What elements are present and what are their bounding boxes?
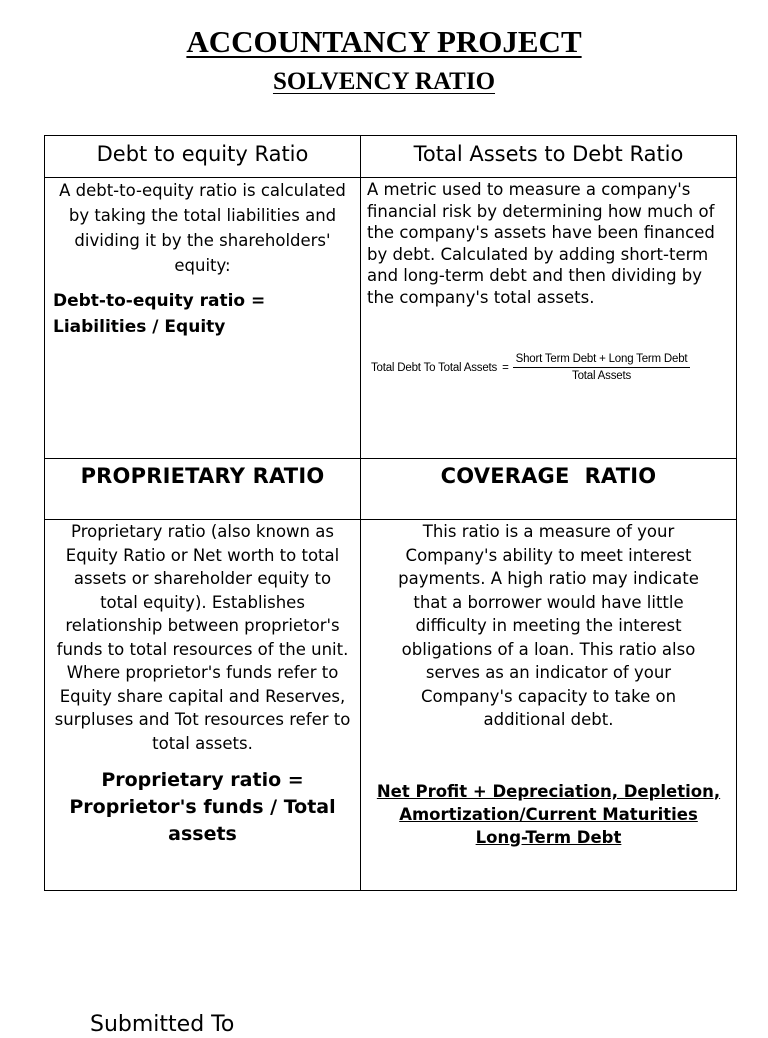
total-assets-debt-formula <box>361 353 736 382</box>
document-subtitle: SOLVENCY RATIO <box>272 68 496 95</box>
formula-denominator: Total Assets <box>572 370 631 382</box>
debt-equity-heading-cell <box>45 136 361 178</box>
coverage-formula: Net Profit + Depreciation, Depletion, Amortization/Current Maturities Long-Term Debt <box>376 781 721 847</box>
proprietary-heading: PROPRIETARY RATIO <box>80 464 325 488</box>
debt-equity-formula-line1: Debt-to-equity ratio = <box>53 291 266 311</box>
table-row <box>45 459 737 520</box>
debt-equity-formula-line2: Liabilities / Equity <box>53 317 226 337</box>
formula-fraction <box>513 353 691 382</box>
solvency-ratio-table <box>44 135 737 891</box>
table-row <box>45 178 737 459</box>
formula-numerator: Short Term Debt + Long Term Debt <box>513 353 691 368</box>
proprietary-description: Proprietary ratio (also known as Equity Ratio or Net worth to total assets or shareholder equity to total equity). Establishes relationship between proprietor's funds to total resources of the unit. Where proprietor's funds refer to Equity share capital and Reserves, surpluses and Tot resources refer to total assets. <box>54 522 351 753</box>
total-assets-debt-heading-cell <box>361 136 737 178</box>
submitted-to-label: Submitted To <box>90 1012 235 1037</box>
proprietary-formula: Proprietary ratio = Proprietor's funds / Total assets <box>69 769 336 845</box>
formula-equals: = <box>502 361 509 374</box>
coverage-description: This ratio is a measure of your Company's ability to meet interest payments. A high ratio may indicate that a borrower would have little difficulty in meeting the interest obligations of a loan. This ratio also serves as an indicator of your Company's capacity to take on additional debt. <box>398 522 699 729</box>
coverage-heading-cell <box>361 459 737 520</box>
coverage-body-cell <box>361 520 737 891</box>
debt-equity-heading: Debt to equity Ratio <box>96 142 309 166</box>
proprietary-heading-cell <box>45 459 361 520</box>
total-assets-debt-description: A metric used to measure a company's financial risk by determining how much of the company's assets have been financed by debt. Calculated by adding short-term and long-term debt and then dividing by the company's total assets. <box>367 180 715 307</box>
debt-equity-body-cell <box>45 178 361 459</box>
coverage-heading: COVERAGE RATIO <box>440 464 657 488</box>
proprietary-body-cell <box>45 520 361 891</box>
table-row <box>45 136 737 178</box>
debt-equity-description: A debt-to-equity ratio is calculated by taking the total liabilities and dividing it by the shareholders' equity: <box>59 181 346 275</box>
document-title: ACCOUNTANCY PROJECT <box>186 24 582 59</box>
formula-lhs: Total Debt To Total Assets <box>371 361 498 374</box>
total-assets-debt-heading: Total Assets to Debt Ratio <box>413 142 684 166</box>
total-assets-debt-body-cell <box>361 178 737 459</box>
table-row <box>45 520 737 891</box>
